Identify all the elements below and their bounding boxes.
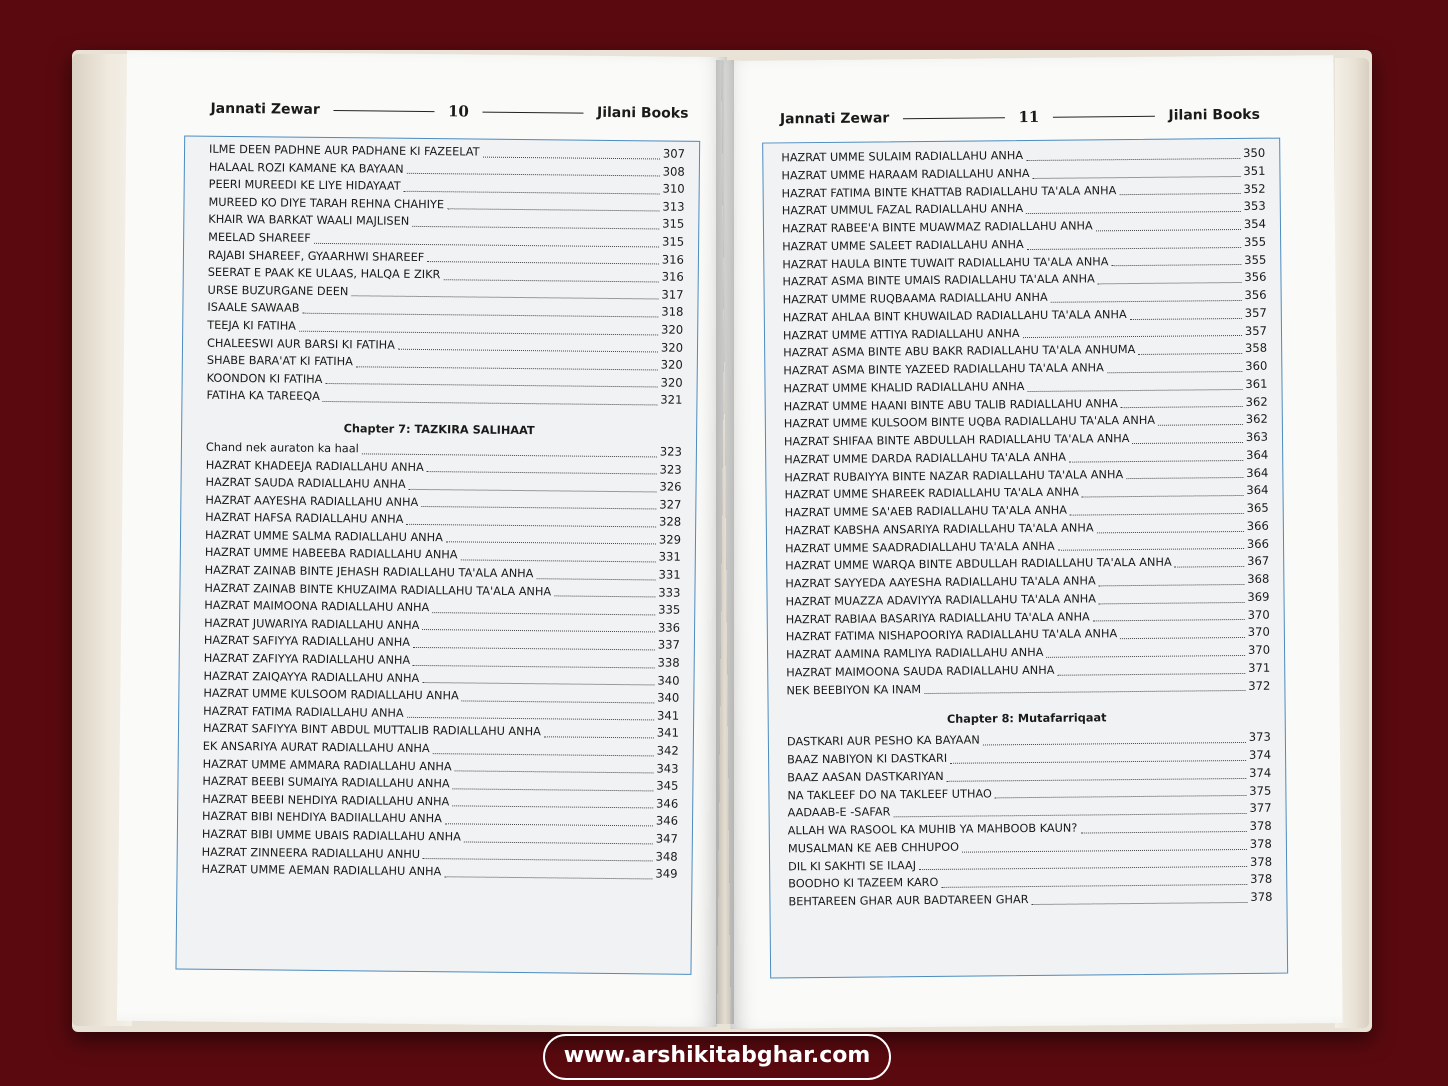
toc-entry-title: HAZRAT UMME SALMA RADIALLAHU ANHA bbox=[204, 528, 443, 545]
toc-entry-title: HAZRAT FATIMA NISHAPOORIYA RADIALLAHU TA'ALA ANHA bbox=[785, 627, 1118, 644]
toc-entry-page: 340 bbox=[657, 690, 680, 705]
toc-entry-page: 357 bbox=[1244, 305, 1267, 320]
toc-entry-title: HAZRAT UMME AMMARA RADIALLAHU ANHA bbox=[202, 757, 452, 773]
toc-entry-page: 364 bbox=[1246, 482, 1269, 498]
toc-entry-page: 369 bbox=[1247, 589, 1270, 604]
toc-entry-page: 366 bbox=[1246, 518, 1269, 533]
toc-entry-title: HAZRAT ASMA BINTE UMAIS RADIALLAHU TA'ALA ANHA bbox=[782, 272, 1095, 289]
toc-entry-title: HAZRAT FATIMA RADIALLAHU ANHA bbox=[203, 704, 404, 720]
toc-entry-title: HAZRAT AAMINA RAMLIYA RADIALLAHU ANHA bbox=[786, 645, 1044, 662]
toc-entry-title: HAZRAT UMME DARDA RADIALLAHU TA'ALA ANHA bbox=[784, 450, 1066, 467]
toc-entry-title: HAZRAT FATIMA BINTE KHATTAB RADIALLAHU TA'ALA ANHA bbox=[781, 183, 1117, 200]
toc-entry-page: 323 bbox=[659, 461, 682, 477]
toc-entry-title: ALLAH WA RASOOL KA MUHIB YA MAHBOOB KAUN? bbox=[787, 821, 1078, 838]
toc-entry-title: HAZRAT ZAFIYYA RADIALLAHU ANHA bbox=[203, 651, 411, 667]
toc-entry-page: 313 bbox=[662, 199, 685, 214]
dot-leader bbox=[1119, 193, 1240, 195]
toc-entry-page: 338 bbox=[657, 655, 680, 670]
toc-entry-page: 315 bbox=[662, 216, 685, 232]
toc-entry-title: HAZRAT UMME SALEET RADIALLAHU ANHA bbox=[782, 237, 1024, 254]
dot-leader bbox=[1051, 300, 1242, 303]
dot-leader bbox=[1026, 211, 1240, 214]
dot-leader bbox=[1099, 601, 1244, 603]
toc-entry-title: HAZRAT UMMUL FAZAL RADIALLAHU ANHA bbox=[781, 202, 1024, 218]
toc-entry-page: 317 bbox=[661, 287, 684, 302]
dot-leader bbox=[1099, 584, 1245, 586]
toc-entry-title: DASTKARI AUR PESHO KA BAYAAN bbox=[786, 733, 980, 749]
toc-entry-page: 316 bbox=[661, 269, 684, 284]
toc-entry-page: 320 bbox=[660, 375, 683, 390]
header-publisher: Jilani Books bbox=[1168, 106, 1261, 124]
dot-leader bbox=[398, 349, 658, 353]
dot-leader bbox=[446, 542, 656, 545]
toc-entry-title: HAZRAT BIBI NEHDIYA BADIIALLAHU ANHA bbox=[202, 810, 442, 826]
toc-entry-page: 367 bbox=[1246, 553, 1270, 569]
dot-leader bbox=[1046, 655, 1245, 658]
dot-leader bbox=[407, 717, 654, 721]
toc-entry-title: RAJABI SHAREEF, GYAARHWI SHAREEF bbox=[207, 248, 425, 264]
toc-entry-page: 366 bbox=[1246, 536, 1270, 551]
dot-leader bbox=[1082, 495, 1243, 498]
dot-leader bbox=[452, 806, 653, 809]
toc-entry-page: 361 bbox=[1245, 376, 1268, 391]
dot-leader bbox=[460, 559, 655, 562]
toc-entry-title: HAZRAT HAFSA RADIALLAHU ANHA bbox=[205, 511, 404, 527]
toc-entry-title: HAZRAT KHADEEJA RADIALLAHU ANHA bbox=[205, 458, 424, 474]
toc-entry-page: 354 bbox=[1243, 216, 1267, 231]
toc-entry-page: 333 bbox=[658, 585, 681, 600]
toc-list bbox=[763, 145, 1284, 700]
toc-entry-title: AADAAB-E -SAFAR bbox=[787, 805, 891, 820]
toc-entry-title: PEERI MUREEDI KE LIYE HIDAYAAT bbox=[208, 177, 401, 193]
header-rule bbox=[1053, 115, 1154, 117]
toc-entry-title: HAZRAT UMME HABEEBA RADIALLAHU ANHA bbox=[204, 546, 458, 562]
left-page bbox=[117, 51, 727, 1027]
dot-leader bbox=[1158, 424, 1243, 426]
dot-leader bbox=[950, 760, 1246, 764]
dot-leader bbox=[432, 612, 655, 615]
dot-leader bbox=[1070, 513, 1244, 516]
toc-entry-page: 378 bbox=[1250, 889, 1273, 904]
toc-entry-page: 323 bbox=[659, 444, 683, 459]
header-rule bbox=[903, 117, 1004, 119]
toc-entry-title: KOONDON KI FATIHA bbox=[206, 371, 323, 386]
toc-entry-title: HAZRAT SAUDA RADIALLAHU ANHA bbox=[205, 475, 406, 491]
toc-entry-title: HAZRAT UMME ATTIYA RADIALLAHU ANHA bbox=[782, 326, 1020, 342]
toc-entry-title: MUREED KO DIYE TARAH REHNA CHAHIYE bbox=[208, 195, 445, 211]
toc-entry-page: 378 bbox=[1249, 818, 1272, 833]
toc-entry-page: 356 bbox=[1244, 269, 1267, 285]
toc-entry-page: 308 bbox=[662, 164, 685, 179]
dot-leader bbox=[1080, 831, 1246, 834]
toc-entry-title: HAZRAT UMME KHALID RADIALLAHU ANHA bbox=[783, 379, 1025, 396]
dot-leader bbox=[1032, 902, 1248, 905]
dot-leader bbox=[1027, 388, 1242, 391]
toc-entry-title: HAZRAT AHLAA BINT KHUWAILAD RADIALLAHU TA'ALA ANHA bbox=[782, 307, 1127, 325]
dot-leader bbox=[1093, 619, 1245, 621]
dot-leader bbox=[362, 453, 657, 457]
toc-entry-page: 360 bbox=[1245, 358, 1268, 373]
toc-entry-title: NA TAKLEEF DO NA TAKLEEF UTHAO bbox=[787, 786, 992, 802]
toc-entry-title: HAZRAT SAFIYYA RADIALLAHU ANHA bbox=[203, 634, 411, 650]
toc-entry-title: HAZRAT UMME SA'AEB RADIALLAHU TA'ALA ANHA bbox=[784, 503, 1068, 520]
toc-entry-title: HAZRAT SHIFAA BINTE ABDULLAH RADIALLAHU TA'ALA ANHA bbox=[783, 432, 1130, 449]
toc-entry-page: 320 bbox=[660, 322, 684, 337]
toc-entry-title: HAZRAT RABEE'A BINTE MUAWMAZ RADIALLAHU ANHA bbox=[781, 219, 1093, 236]
toc-entry-page: 315 bbox=[661, 234, 685, 249]
dot-leader bbox=[445, 823, 653, 826]
toc-entry-page: 329 bbox=[658, 532, 682, 547]
toc-entry-page: 362 bbox=[1245, 411, 1268, 427]
dot-leader bbox=[1027, 246, 1241, 249]
toc-entry-page: 340 bbox=[657, 673, 680, 688]
toc-entry-title: ISAALE SAWAAB bbox=[207, 301, 300, 316]
toc-entry-title: HALAAL ROZI KAMANE KA BAYAAN bbox=[208, 160, 404, 176]
toc-entry-page: 378 bbox=[1250, 871, 1273, 887]
dot-leader bbox=[947, 777, 1246, 781]
toc-entry bbox=[770, 889, 1286, 912]
toc-entry-title: BOODHO KI TAZEEM KARO bbox=[788, 876, 939, 891]
dot-leader bbox=[302, 313, 658, 318]
toc-entry-page: 364 bbox=[1245, 447, 1269, 462]
toc-entry-title: MEELAD SHAREEF bbox=[208, 230, 311, 245]
toc-list bbox=[182, 140, 699, 409]
toc-entry-page: 362 bbox=[1245, 394, 1268, 409]
toc-entry-title: HAZRAT UMME HARAAM RADIALLAHU ANHA bbox=[781, 166, 1030, 183]
toc-entry-title: HAZRAT BIBI UMME UBAIS RADIALLAHU ANHA bbox=[201, 827, 461, 844]
dot-leader bbox=[406, 524, 656, 528]
dot-leader bbox=[462, 700, 654, 703]
toc-entry-title: HAZRAT RUBAIYYA BINTE NAZAR RADIALLAHU TA'ALA ANHA bbox=[784, 467, 1124, 484]
right-page bbox=[721, 55, 1342, 1029]
dot-leader bbox=[1097, 530, 1244, 532]
toc-entry-page: 348 bbox=[655, 849, 678, 864]
dot-leader bbox=[1098, 282, 1242, 284]
toc-entry-title: HAZRAT UMME WARQA BINTE ABDULLAH RADIALLAHU TA'ALA ANHA bbox=[785, 555, 1172, 573]
toc-entry-title: HAZRAT ZINNEERA RADIALLAHU ANHU bbox=[201, 845, 421, 861]
header-rule bbox=[334, 110, 434, 112]
dot-leader bbox=[412, 226, 659, 230]
dot-leader bbox=[314, 242, 659, 247]
dot-leader bbox=[455, 771, 654, 774]
toc-entry-page: 372 bbox=[1248, 678, 1271, 693]
toc-entry-page: 326 bbox=[659, 479, 682, 494]
dot-leader bbox=[1130, 317, 1242, 319]
dot-leader bbox=[413, 647, 655, 651]
toc-entry-page: 328 bbox=[658, 514, 682, 529]
website-url-badge[interactable]: www.arshikitabghar.com bbox=[543, 1034, 891, 1080]
toc-entry-page: 318 bbox=[661, 304, 684, 320]
dot-leader bbox=[1057, 672, 1245, 675]
toc-entry-title: TEEJA KI FATIHA bbox=[207, 318, 297, 333]
dot-leader bbox=[1033, 175, 1241, 178]
dot-leader bbox=[427, 261, 659, 264]
dot-leader bbox=[443, 279, 658, 282]
toc-entry-title: HAZRAT MAIMOONA SAUDA RADIALLAHU ANHA bbox=[786, 663, 1055, 680]
toc-entry-page: 345 bbox=[656, 778, 679, 793]
header-title: Jannati Zewar bbox=[779, 110, 890, 128]
toc-entry-title: HAZRAT ZAINAB BINTE JEHASH RADIALLAHU TA'ALA ANHA bbox=[204, 563, 534, 581]
toc-entry-page: 363 bbox=[1245, 429, 1269, 444]
toc-entry-title: HAZRAT BEEBI NEHDIYA RADIALLAHU ANHA bbox=[202, 792, 450, 809]
toc-entry-title: KHAIR WA BARKAT WAALI MAJLISEN bbox=[208, 213, 410, 229]
toc-entry-page: 342 bbox=[656, 743, 679, 758]
toc-entry-title: HAZRAT RABIAA BASARIYA RADIALLAHU TA'ALA ANHA bbox=[785, 609, 1090, 626]
toc-box bbox=[762, 138, 1288, 979]
toc-entry-title: NEK BEEBIYON KA INAM bbox=[786, 682, 922, 697]
header-rule bbox=[483, 111, 583, 113]
toc-entry-title: URSE BUZURGANE DEEN bbox=[207, 283, 349, 298]
dot-leader bbox=[409, 489, 657, 493]
toc-entry-page: 357 bbox=[1244, 323, 1268, 338]
dot-leader bbox=[544, 736, 654, 738]
toc-entry-page: 375 bbox=[1249, 783, 1272, 798]
toc-entry-title: CHALEESWI AUR BARSI KI FATIHA bbox=[206, 336, 396, 352]
dot-leader bbox=[421, 506, 656, 509]
toc-entry-page: 353 bbox=[1243, 198, 1266, 214]
dot-leader bbox=[1138, 353, 1242, 355]
toc-box bbox=[175, 135, 700, 974]
header-publisher: Jilani Books bbox=[596, 104, 689, 122]
toc-entry-page: 320 bbox=[660, 357, 683, 372]
toc-entry-page: 341 bbox=[656, 708, 680, 723]
dot-leader bbox=[1133, 442, 1243, 444]
toc-entry-title: HAZRAT UMME KULSOOM BINTE UQBA RADIALLAHU TA'ALA ANHA bbox=[783, 414, 1156, 431]
dot-leader bbox=[483, 156, 660, 159]
toc-entry-page: 331 bbox=[658, 567, 681, 582]
dot-leader bbox=[1058, 548, 1244, 551]
toc-entry-title: BEHTAREEN GHAR AUR BADTAREEN GHAR bbox=[788, 893, 1029, 909]
dot-leader bbox=[413, 665, 654, 669]
toc-entry-title: MUSALMAN KE AEB CHHUPOO bbox=[787, 840, 960, 856]
toc-entry-title: HAZRAT HAULA BINTE TUWAIT RADIALLAHU TA'ALA ANHA bbox=[782, 254, 1109, 271]
dot-leader bbox=[299, 330, 658, 335]
toc-entry-page: 346 bbox=[655, 813, 679, 829]
toc-entry-title: HAZRAT ZAINAB BINTE KHUZAIMA RADIALLAHU TA'ALA ANHA bbox=[204, 581, 552, 599]
dot-leader bbox=[554, 596, 655, 598]
toc-entry-title: HAZRAT SAYYEDA AAYESHA RADIALLAHU TA'ALA ANHA bbox=[785, 574, 1096, 591]
toc-entry-page: 337 bbox=[657, 637, 680, 653]
toc-entry-title: Chand nek auraton ka haal bbox=[205, 440, 359, 456]
toc-entry-page: 368 bbox=[1247, 571, 1270, 586]
toc-entry-title: HAZRAT BEEBI SUMAIYA RADIALLAHU ANHA bbox=[202, 774, 450, 791]
toc-entry-page: 355 bbox=[1244, 252, 1267, 267]
toc-list bbox=[177, 438, 696, 883]
dot-leader bbox=[1023, 335, 1242, 338]
dot-leader bbox=[983, 742, 1246, 746]
toc-entry-page: 316 bbox=[661, 252, 685, 267]
dot-leader bbox=[1126, 477, 1243, 479]
toc-entry-title: HAZRAT UMME RUQBAAMA RADIALLAHU ANHA bbox=[782, 290, 1048, 307]
toc-entry-title: HAZRAT MAIMOONA RADIALLAHU ANHA bbox=[204, 598, 430, 615]
dot-leader bbox=[404, 191, 660, 195]
dot-leader bbox=[962, 848, 1247, 852]
dot-leader bbox=[919, 866, 1247, 870]
toc-entry-title: HAZRAT ASMA BINTE YAZEED RADIALLAHU TA'ALA ANHA bbox=[783, 361, 1104, 378]
toc-entry-title: HAZRAT UMME SULAIM RADIALLAHU ANHA bbox=[781, 149, 1024, 165]
toc-entry-page: 336 bbox=[657, 620, 681, 635]
dot-leader bbox=[1120, 637, 1245, 639]
toc-entry-page: 373 bbox=[1248, 729, 1271, 745]
page-header bbox=[780, 106, 1260, 129]
toc-list bbox=[769, 729, 1287, 911]
toc-entry-page: 352 bbox=[1243, 181, 1266, 196]
toc-entry-page: 378 bbox=[1249, 854, 1273, 869]
dot-leader bbox=[1121, 406, 1243, 408]
toc-entry-page: 378 bbox=[1249, 836, 1272, 851]
dot-leader bbox=[464, 841, 653, 844]
dot-leader bbox=[356, 366, 658, 370]
dot-leader bbox=[1107, 371, 1242, 373]
toc-entry-page: 356 bbox=[1244, 287, 1267, 302]
toc-entry-page: 343 bbox=[656, 761, 679, 776]
toc-entry-page: 377 bbox=[1249, 800, 1272, 816]
dot-leader bbox=[453, 788, 654, 791]
chapter-heading: Chapter 7: TAZKIRA SALIHAAT bbox=[343, 422, 535, 438]
toc-entry-page: 307 bbox=[662, 146, 686, 161]
toc-entry-title: HAZRAT ZAIQAYYA RADIALLAHU ANHA bbox=[203, 669, 420, 685]
dot-leader bbox=[423, 858, 652, 861]
header-title: Jannati Zewar bbox=[210, 100, 320, 118]
dot-leader bbox=[433, 753, 654, 756]
toc-entry-page: 364 bbox=[1246, 465, 1269, 480]
toc-entry-page: 327 bbox=[659, 497, 682, 512]
toc-entry-title: HAZRAT UMME AEMAN RADIALLAHU ANHA bbox=[201, 862, 442, 879]
book-gutter bbox=[716, 60, 734, 1024]
dot-leader bbox=[407, 173, 660, 177]
toc-entry-title: HAZRAT MUAZZA ADAVIYYA RADIALLAHU TA'ALA ANHA bbox=[785, 592, 1097, 609]
dot-leader bbox=[536, 578, 655, 580]
dot-leader bbox=[1112, 264, 1242, 266]
dot-leader bbox=[1096, 229, 1241, 231]
toc-entry-page: 370 bbox=[1247, 642, 1271, 657]
toc-entry-page: 310 bbox=[662, 181, 685, 196]
dot-leader bbox=[422, 682, 654, 685]
header-page-number: 10 bbox=[447, 102, 469, 121]
toc-entry-page: 371 bbox=[1248, 660, 1271, 675]
toc-entry-title: FATIHA KA TAREEQA bbox=[206, 389, 320, 404]
toc-entry-title: HAZRAT SAFIYYA BINT ABDUL MUTTALIB RADIALLAHU ANHA bbox=[202, 722, 541, 739]
toc-entry-page: 374 bbox=[1249, 765, 1272, 780]
dot-leader bbox=[924, 690, 1245, 694]
dot-leader bbox=[351, 296, 658, 300]
dot-leader bbox=[447, 209, 659, 212]
dot-leader bbox=[444, 876, 652, 879]
toc-entry-page: 358 bbox=[1244, 340, 1268, 356]
toc-entry-page: 349 bbox=[655, 866, 678, 881]
dot-leader bbox=[995, 795, 1246, 798]
dot-leader bbox=[941, 884, 1247, 888]
toc-entry-title: HAZRAT AAYESHA RADIALLAHU ANHA bbox=[205, 493, 419, 509]
dot-leader bbox=[893, 813, 1246, 817]
toc-entry-title: HAZRAT KABSHA ANSARIYA RADIALLAHU TA'ALA ANHA bbox=[784, 521, 1094, 538]
toc-entry-title: HAZRAT UMME SHAREEK RADIALLAHU TA'ALA ANHA bbox=[784, 485, 1079, 502]
toc-entry-title: SHABE BARA'AT KI FATIHA bbox=[206, 353, 353, 369]
toc-entry-page: 374 bbox=[1248, 747, 1272, 762]
dot-leader bbox=[1175, 566, 1244, 568]
toc-entry-page: 365 bbox=[1246, 500, 1269, 515]
toc-entry-page: 331 bbox=[658, 549, 681, 565]
dot-leader bbox=[427, 471, 657, 474]
header-page-number: 11 bbox=[1018, 107, 1040, 127]
toc-entry-title: ILME DEEN PADHNE AUR PADHANE KI FAZEELAT bbox=[209, 142, 480, 159]
dot-leader bbox=[325, 383, 657, 387]
toc-entry-title: BAAZ AASAN DASTKARIYAN bbox=[787, 769, 944, 785]
toc-entry-title: BAAZ NABIYON KI DASTKARI bbox=[787, 751, 948, 767]
toc-entry-page: 335 bbox=[658, 602, 681, 617]
toc-entry-page: 355 bbox=[1243, 234, 1267, 249]
chapter-heading: Chapter 8: Mutafarriqaat bbox=[946, 711, 1107, 727]
toc-entry-page: 346 bbox=[656, 796, 679, 811]
toc-entry-title: HAZRAT UMME HAANI BINTE ABU TALIB RADIALLAHU ANHA bbox=[783, 396, 1118, 413]
toc-entry-title: EK ANSARIYA AURAT RADIALLAHU ANHA bbox=[202, 739, 430, 756]
toc-entry-title: DIL KI SAKHTI SE ILAAJ bbox=[788, 858, 917, 873]
toc-entry-title: HAZRAT UMME KULSOOM RADIALLAHU ANHA bbox=[203, 686, 459, 703]
toc-entry-title: HAZRAT UMME SAADRADIALLAHU TA'ALA ANHA bbox=[784, 539, 1055, 555]
dot-leader bbox=[323, 401, 657, 406]
toc-entry-page: 370 bbox=[1247, 624, 1270, 640]
toc-entry-page: 370 bbox=[1247, 607, 1270, 622]
toc-entry-page: 350 bbox=[1243, 145, 1266, 160]
toc-entry-page: 341 bbox=[656, 725, 680, 741]
page-header bbox=[210, 100, 688, 123]
dot-leader bbox=[1069, 459, 1243, 462]
toc-entry-title: HAZRAT JUWARIYA RADIALLAHU ANHA bbox=[204, 616, 420, 632]
toc-entry-title: SEERAT E PAAK KE ULAAS, HALQA E ZIKR bbox=[207, 265, 441, 282]
dot-leader bbox=[1026, 158, 1240, 161]
toc-entry-page: 351 bbox=[1243, 163, 1266, 178]
dot-leader bbox=[422, 629, 655, 632]
toc-entry-page: 320 bbox=[660, 340, 684, 355]
toc-entry-page: 347 bbox=[655, 831, 678, 846]
toc-entry-title: HAZRAT ASMA BINTE ABU BAKR RADIALLAHU TA'ALA ANHUMA bbox=[783, 343, 1136, 360]
toc-entry-page: 321 bbox=[660, 392, 683, 408]
